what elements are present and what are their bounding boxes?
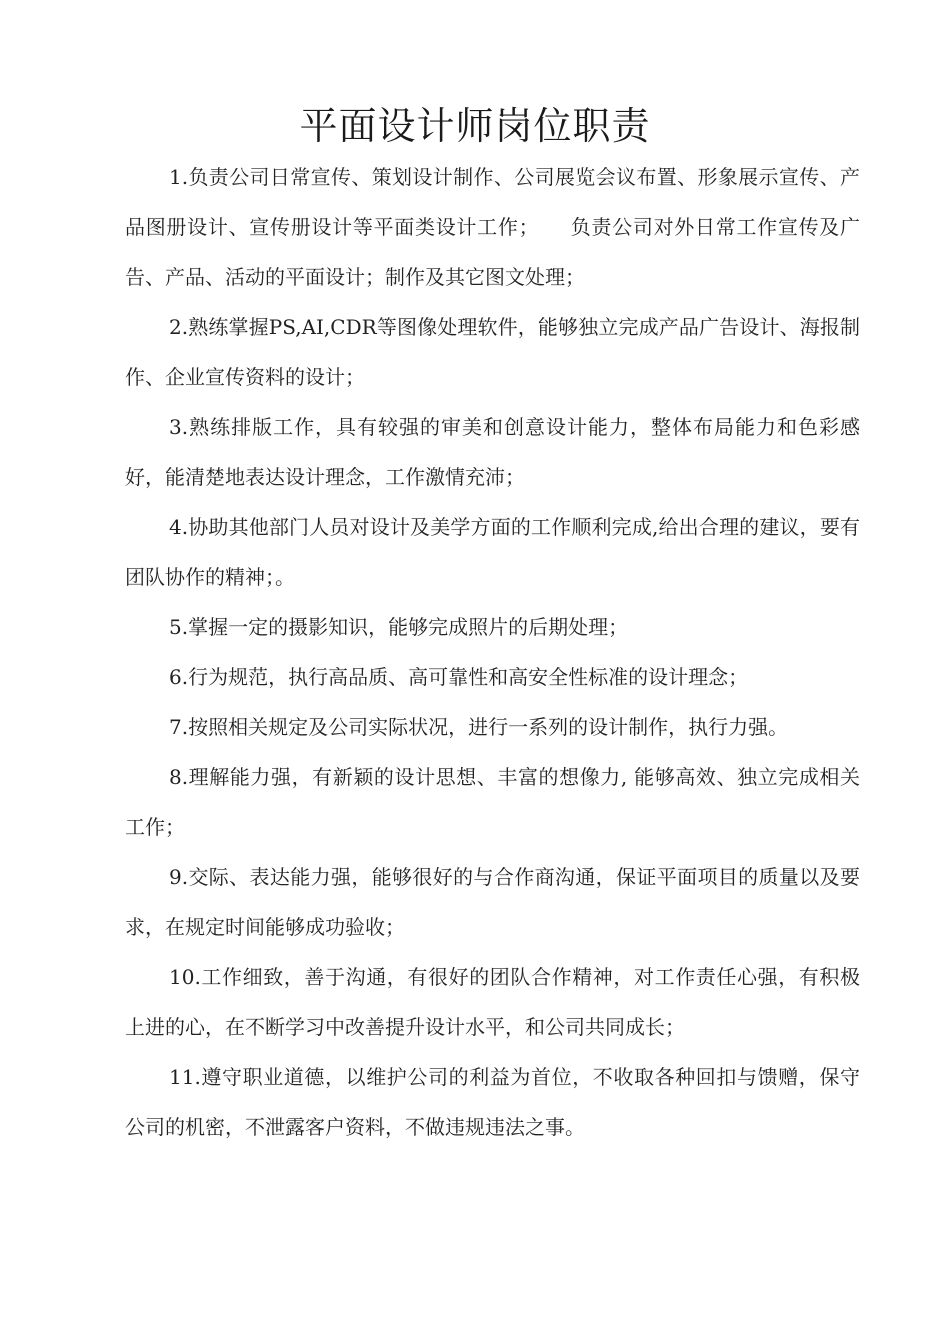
paragraph-5: 5.掌握一定的摄影知识，能够完成照片的后期处理； [169,615,629,639]
paragraph-8: 8.理解能力强，有新颖的设计思想、丰富的想像力, 能够高效、独立完成相关工作； [125,765,860,839]
paragraph-7: 7.按照相关规定及公司实际状况，进行一系列的设计制作，执行力强。 [169,715,789,739]
paragraph-6: 6.行为规范，执行高品质、高可靠性和高安全性标准的设计理念； [169,665,749,689]
paragraph-10: 10.工作细致，善于沟通，有很好的团队合作精神，对工作责任心强，有积极上进的心，在不断学习中改善提升设计水平，和公司共同成长； [125,965,860,1039]
paragraph-3: 3.熟练排版工作，具有较强的审美和创意设计能力，整体布局能力和色彩感好，能清楚地表达设计理念，工作激情充沛； [125,415,860,489]
paragraph-2: 2.熟练掌握PS,AI,CDR等图像处理软件，能够独立完成产品广告设计、海报制作、企业宣传资料的设计； [125,315,860,389]
document-body [125,152,860,1152]
page-title: 平面设计师岗位职责 [299,104,651,148]
paragraph-4: 4.协助其他部门人员对设计及美学方面的工作顺利完成,给出合理的建议，要有团队协作的精神；。 [125,515,860,589]
paragraph-9: 9.交际、表达能力强，能够很好的与合作商沟通，保证平面项目的质量以及要求，在规定时间能够成功验收； [125,865,860,939]
paragraph-1: 1.负责公司日常宣传、策划设计制作、公司展览会议布置、形象展示宣传、产品图册设计、宣传册设计等平面类设计工作； 负责公司对外日常工作宣传及广告、产品、活动的平面设计；制作及其它图文处理； [125,165,860,289]
paragraph-11: 11.遵守职业道德，以维护公司的利益为首位，不收取各种回扣与馈赠，保守公司的机密，不泄露客户资料，不做违规违法之事。 [125,1065,860,1139]
